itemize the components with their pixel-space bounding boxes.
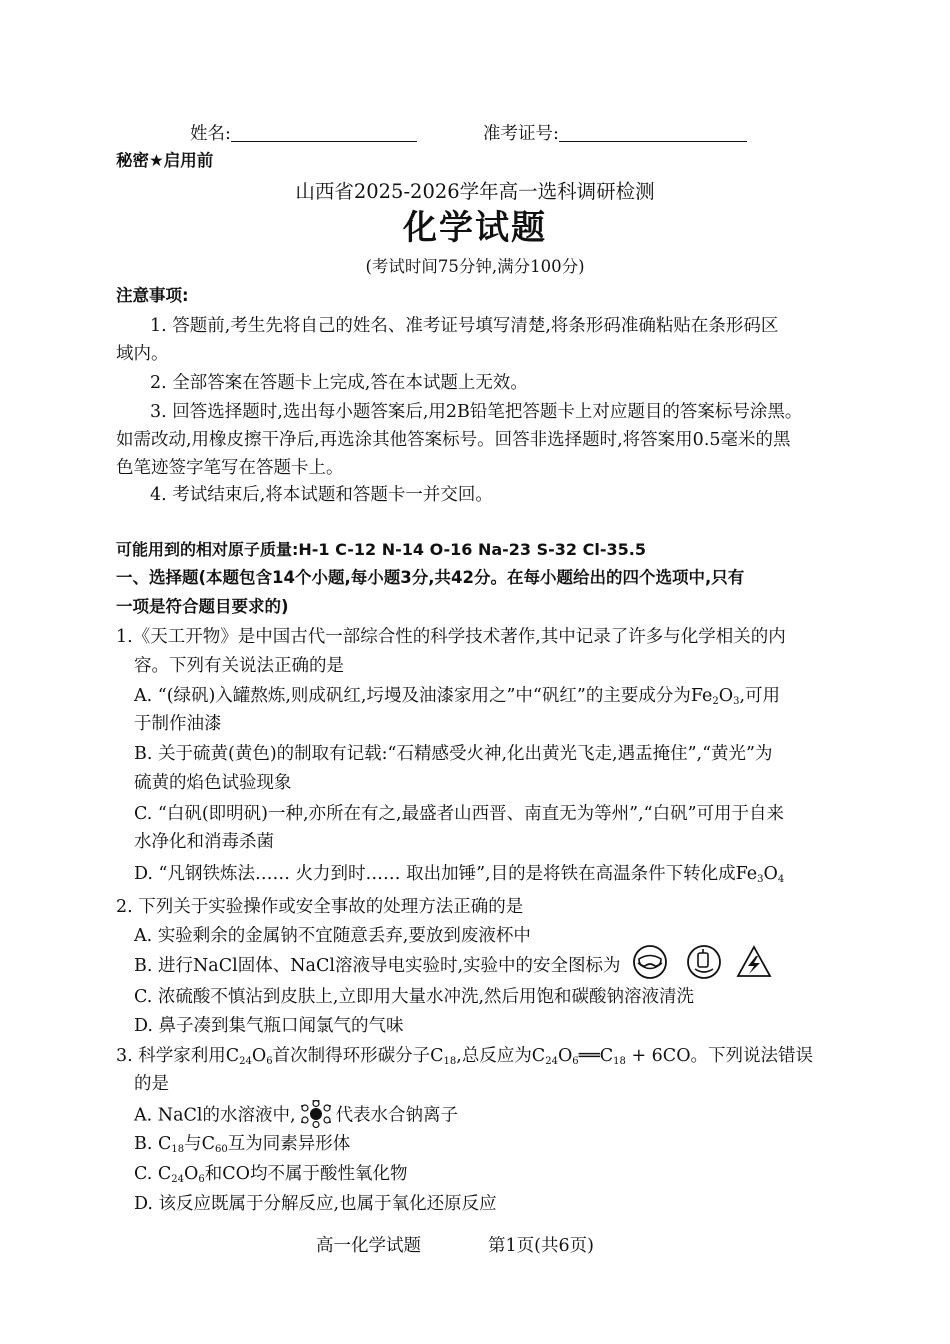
- notice-item-2: 2. 全部答案在答题卡上完成,答在本试题上无效。: [150, 373, 528, 393]
- q2-option-b: B. 进行NaCl固体、NaCl溶液导电实验时,实验中的安全图标为: [134, 956, 621, 976]
- exam-id-blank[interactable]: [559, 123, 747, 142]
- q1-option-a-cont: 于制作油漆: [134, 714, 222, 734]
- notice-item-1-cont: 域内。: [116, 344, 169, 364]
- q1-stem: 1.《天工开物》是中国古代一部综合性的科学技术著作,其中记录了许多与化学相关的内: [116, 627, 786, 647]
- hydrated-sodium-ion-icon: [296, 1104, 336, 1128]
- notice-item-4: 4. 考试结束后,将本试题和答题卡一并交回。: [150, 485, 493, 505]
- section-heading: 一、选择题(本题包含14个小题,每小题3分,共42分。在每小题给出的四个选项中,只有: [116, 568, 745, 587]
- q1-option-b-cont: 硫黄的焰色试验现象: [134, 773, 292, 793]
- time-info: (考试时间75分钟,满分100分): [365, 257, 585, 276]
- q3-option-c: C. $C_{24}O_6$和CO均不属于酸性氧化物: [134, 1164, 408, 1185]
- q3-option-b: B. $C_{18}$与$C_{60}$互为同素异形体: [134, 1134, 351, 1155]
- name-label: 姓名:: [190, 124, 231, 144]
- handwash-safety-icon: [688, 946, 720, 978]
- notice-item-3-cont: 如需改动,用橡皮擦干净后,再选涂其他答案标号。回答非选择题时,将答案用0.5毫米的黑: [116, 430, 791, 450]
- q3-stem: 3. 科学家利用$C_{24}O_6$首次制得环形碳分子$C_{18}$,总反应为$C_{24}O_6══C_{18} + 6CO$。下列说法错误: [116, 1046, 814, 1067]
- exam-id-label: 准考证号:: [483, 124, 559, 144]
- q1-stem-cont: 容。下列有关说法正确的是: [134, 656, 344, 676]
- q1-option-b: B. 关于硫黄(黄色)的制取有记载:“石精感受火神,化出黄光飞走,遇盂掩住”,“黄光”为: [134, 744, 773, 764]
- name-field: [190, 123, 417, 145]
- q2-option-c: C. 浓硫酸不慎沾到皮肤上,立即用大量水冲洗,然后用饱和碳酸钠溶液清洗: [134, 987, 695, 1007]
- safety-icons: [632, 944, 772, 980]
- q1-option-d: D. “凡钢铁炼法…… 火力到时…… 取出加锤”,目的是将铁在高温条件下转化成$Fe_3O_4$: [134, 864, 785, 885]
- q2-option-a: A. 实验剩余的金属钠不宜随意丢弃,要放到废液杯中: [134, 926, 531, 946]
- atomic-masses: 可能用到的相对原子质量:H-1 C-12 N-14 O-16 Na-23 S-32 Cl-35.5: [116, 540, 646, 559]
- goggles-safety-icon: [634, 946, 666, 978]
- name-blank[interactable]: [231, 123, 417, 142]
- secret-mark: 秘密★启用前: [116, 151, 214, 170]
- q3-option-a: A. NaCl的水溶液中, 代表水合钠离子: [134, 1104, 458, 1128]
- q3-stem-cont: 的是: [134, 1074, 169, 1094]
- exam-id-field: [483, 123, 747, 145]
- exam-subtitle: 山西省2025-2026学年高一选科调研检测: [295, 180, 655, 203]
- section-heading-cont: 一项是符合题目要求的): [116, 597, 289, 616]
- q2-stem: 2. 下列关于实验操作或安全事故的处理方法正确的是: [116, 897, 524, 917]
- q1-option-a: A. “(绿矾)入罐熬炼,则成矾红,圬墁及油漆家用之”中“矾红”的主要成分为$Fe_2O_3$,可用: [134, 686, 781, 707]
- q1-option-c-cont: 水净化和消毒杀菌: [134, 832, 274, 852]
- q3-option-d: D. 该反应既属于分解反应,也属于氧化还原反应: [134, 1194, 497, 1214]
- electric-hazard-icon: [738, 947, 770, 976]
- q2-option-d: D. 鼻子凑到集气瓶口闻氯气的气味: [134, 1016, 404, 1036]
- footer-subject: 高一化学试题: [316, 1236, 421, 1256]
- notice-heading: 注意事项:: [116, 286, 189, 305]
- footer-page: 第1页(共6页): [488, 1236, 594, 1256]
- exam-title: 化学试题: [403, 208, 547, 248]
- notice-item-3-cont2: 色笔迹签字笔写在答题卡上。: [116, 458, 344, 478]
- notice-item-3: 3. 回答选择题时,选出每小题答案后,用2B铅笔把答题卡上对应题目的答案标号涂黑。: [150, 402, 803, 422]
- notice-item-1: 1. 答题前,考生先将自己的姓名、准考证号填写清楚,将条形码准确粘贴在条形码区: [150, 316, 779, 336]
- q1-option-c: C. “白矾(即明矾)一种,亦所在有之,最盛者山西晋、南直无为等州”,“白矾”可用于自来: [134, 804, 785, 824]
